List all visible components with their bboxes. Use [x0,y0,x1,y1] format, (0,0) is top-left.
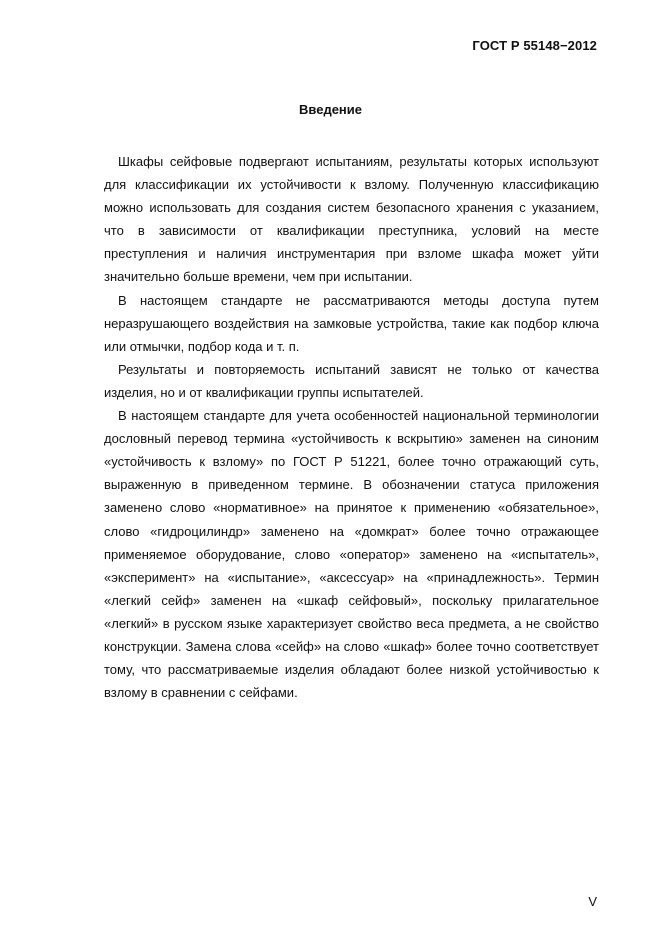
section-title: Введение [299,102,362,117]
paragraph-4: В настоящем стандарте для учета особенностей национальной терминологии дословный перевод термина «устойчивость к вскрытию» заменен на синоним «устойчивость к взлому» по ГОСТ Р 51221, более точно отражающий суть, выраженную в приведенном термине. В обозначении статуса приложения заменено слово «нормативное» на принятое к применению «обязательное», слово «гидроцилиндр» заменено на «домкрат» более точно отражающее применяемое оборудование, слово «оператор» заменено на «испытатель», «эксперимент» на «испытание», «аксессуар» на «принадлежность». Термин «легкий сейф» заменен на «шкаф сейфовый», поскольку прилагательное «легкий» в русском языке характеризует свойство веса предмета, а не свойство конструкции. Замена слова «сейф» на слово «шкаф» более точно соответствует тому, что рассматриваемые изделия обладают более низкой устойчивостью к взлому в сравнении с сейфами. [104,408,599,701]
paragraph-1: Шкафы сейфовые подвергают испытаниям, результаты которых используют для классификации их устойчивости к взлому. Полученную классификацию можно использовать для создания систем безопасного хранения с указанием, что в зависимости от квалификации преступника, условий на месте преступления и наличия инструментария при взломе шкафа может уйти значительно больше времени, чем при испытании. [104,154,599,285]
standard-code: ГОСТ Р 55148−2012 [472,38,597,53]
page-number: V [588,894,597,909]
paragraph-3: Результаты и повторяемость испытаний зависят не только от качества изделия, но и от квалификации группы испытателей. [104,361,599,400]
paragraph-2: В настоящем стандарте не рассматриваются методы доступа путем неразрушающего воздействия на замковые устройства, такие как подбор ключа или отмычки, подбор кода и т. п. [104,292,599,354]
introduction-body [104,150,599,704]
